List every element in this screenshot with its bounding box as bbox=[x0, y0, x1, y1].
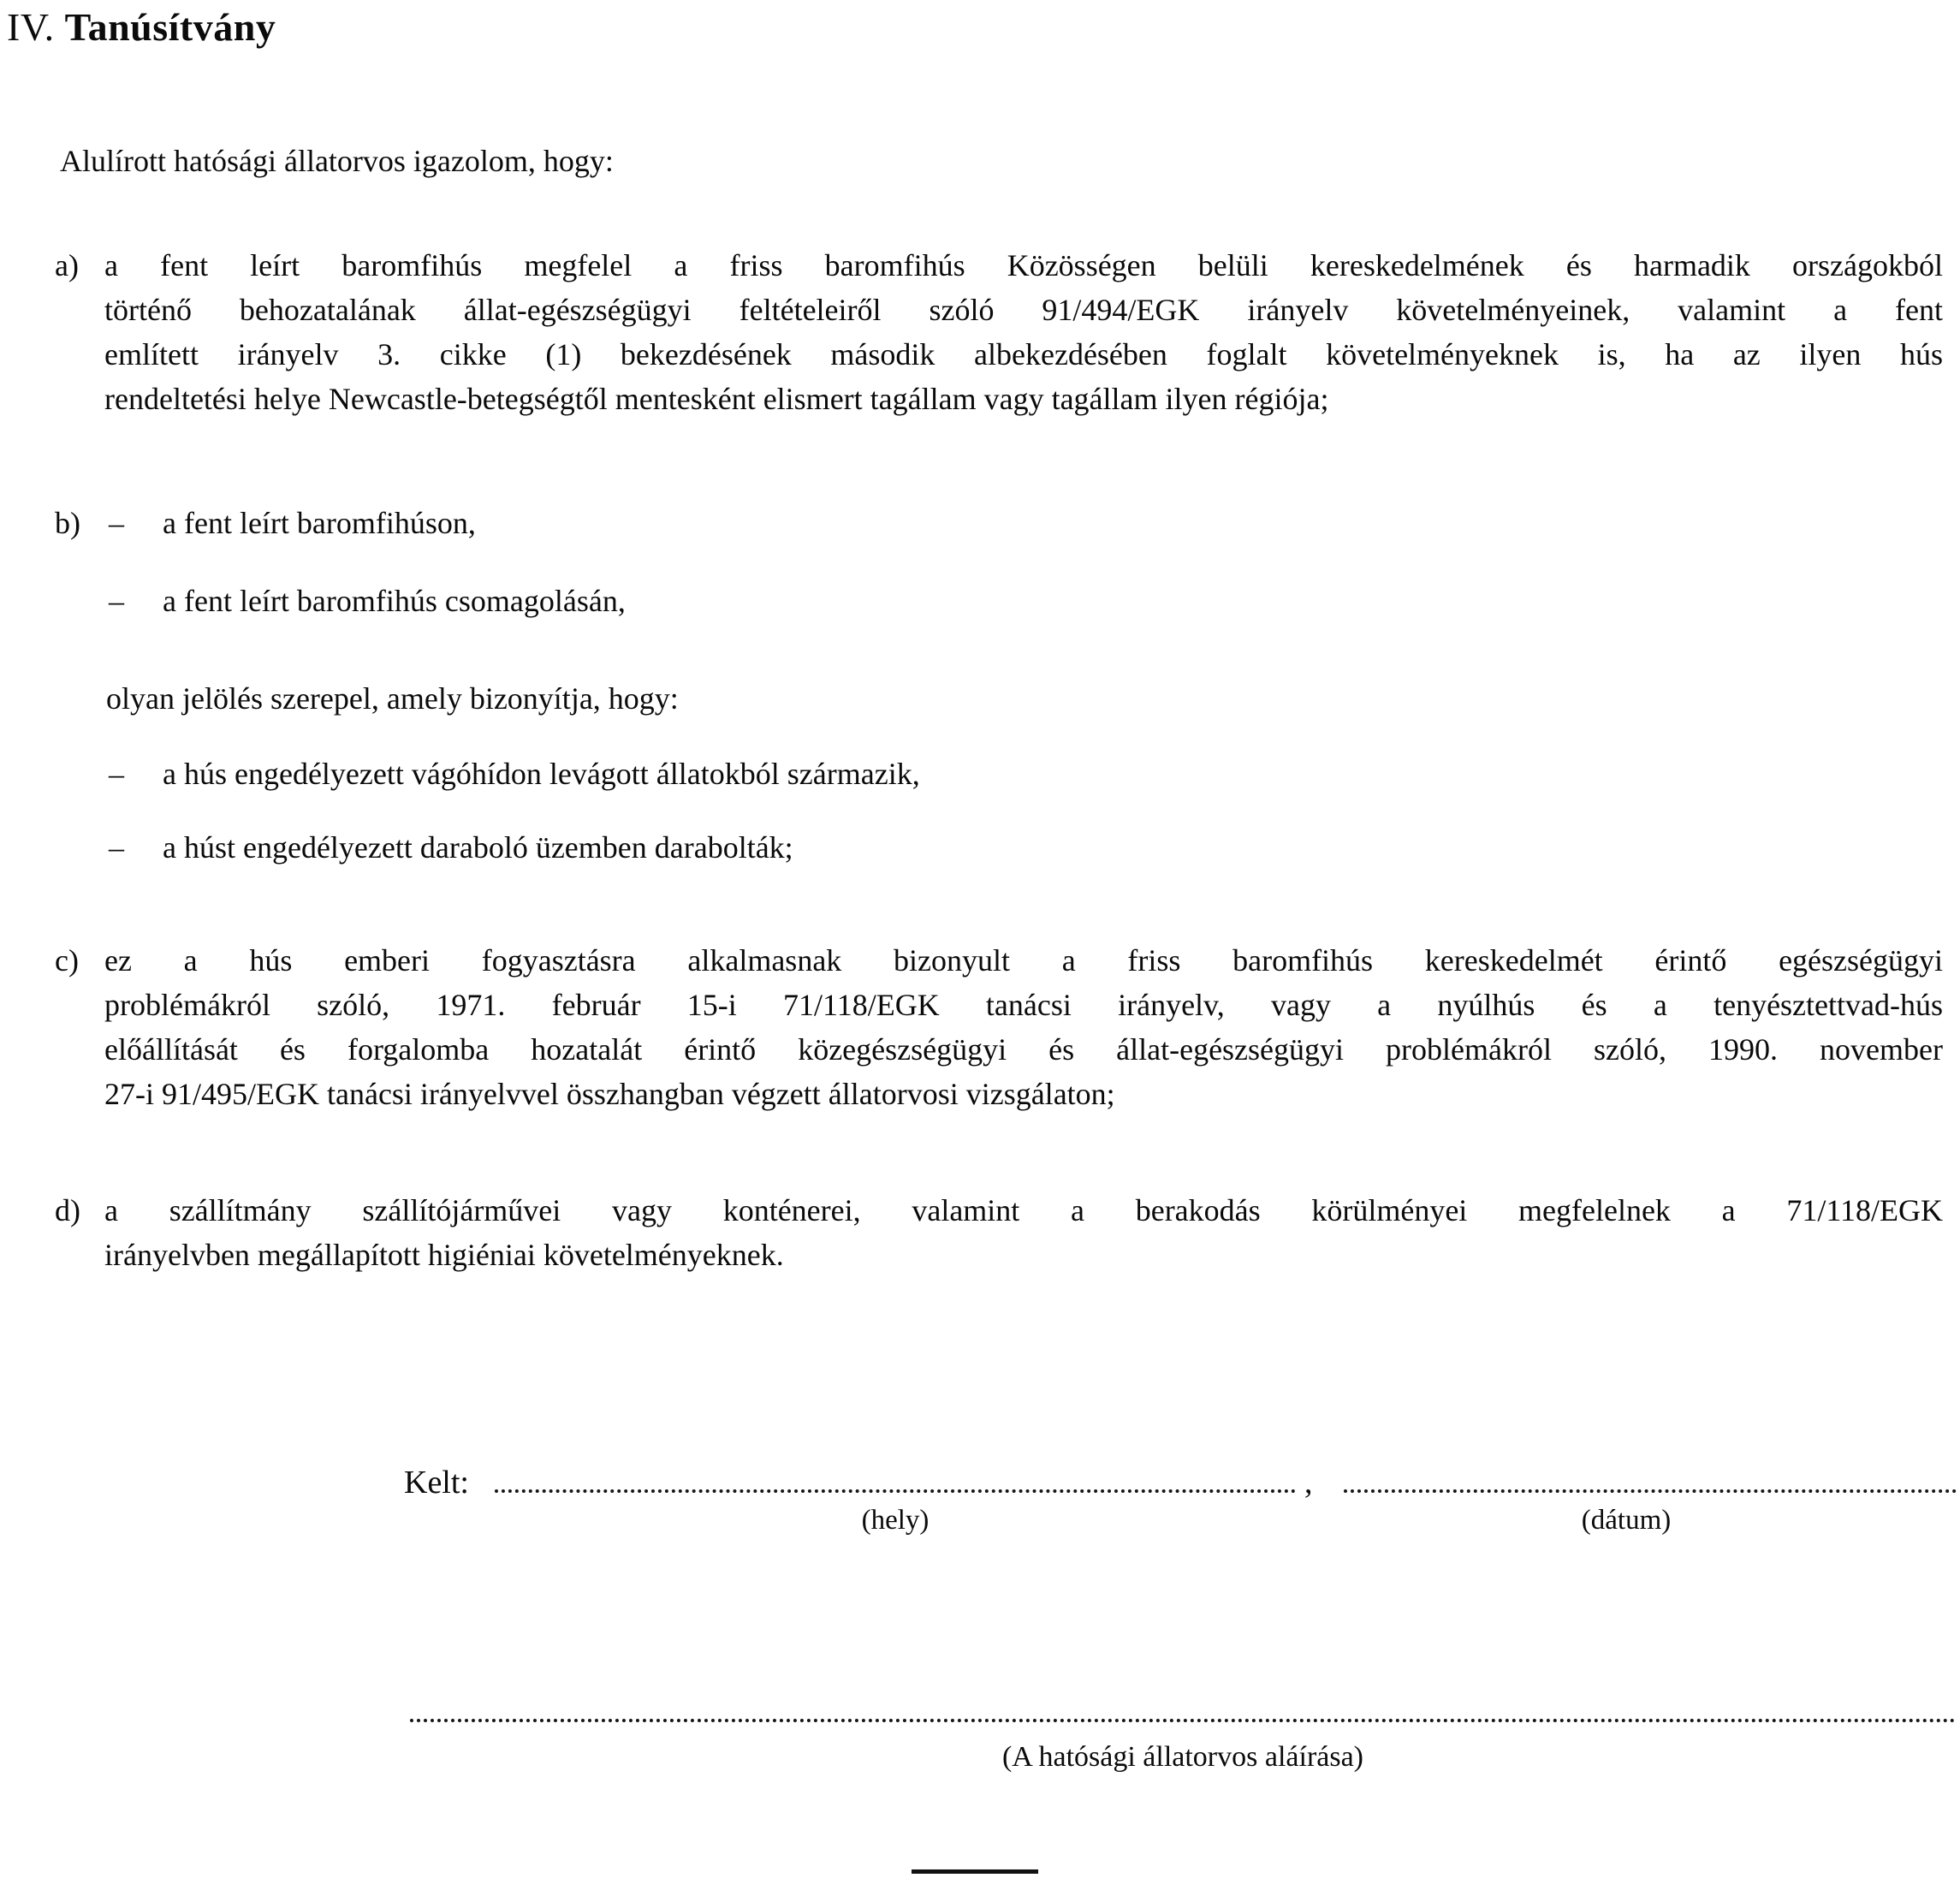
kelt-label: Kelt: bbox=[404, 1465, 469, 1501]
comma-separator: , bbox=[1304, 1465, 1313, 1501]
paragraph-line: említett irányelv 3. cikke (1) bekezdésének második albekezdésében foglalt követelményeknek is, ha az ilyen hús bbox=[104, 337, 1943, 371]
dash-marker: – bbox=[109, 830, 124, 865]
paragraph-line: problémákról szóló, 1971. február 15-i 71/118/EGK tanácsi irányelv, vagy a nyúlhús és a tenyésztettvad-hús bbox=[104, 988, 1943, 1022]
item-b-subitem: a fent leírt baromfihús csomagolásán, bbox=[163, 584, 626, 618]
date-fill-line bbox=[1344, 1460, 1957, 1493]
item-c-label: c) bbox=[55, 943, 79, 978]
item-a-text bbox=[104, 243, 1943, 421]
section-title: Tanúsítvány bbox=[64, 5, 276, 49]
item-d-text bbox=[104, 1188, 1943, 1277]
end-of-document-rule bbox=[912, 1869, 1038, 1874]
date-caption: (dátum) bbox=[1581, 1505, 1672, 1536]
place-caption: (hely) bbox=[861, 1505, 930, 1536]
paragraph-line: 27-i 91/495/EGK tanácsi irányelvvel összhangban végzett állatorvosi vizsgálaton; bbox=[104, 1077, 1115, 1111]
item-c-text bbox=[104, 938, 1943, 1116]
item-b-marking-item: a hús engedélyezett vágóhídon levágott állatokból származik, bbox=[163, 757, 920, 791]
item-a-label: a) bbox=[55, 248, 79, 282]
paragraph-line: a szállítmány szállítójárművei vagy konténerei, valamint a berakodás körülményei megfelelnek a 71/118/EGK bbox=[104, 1193, 1943, 1227]
item-b-marking-item: a húst engedélyezett daraboló üzemben darabolták; bbox=[163, 830, 793, 865]
item-d-label: d) bbox=[55, 1193, 80, 1227]
signature-caption: (A hatósági állatorvos aláírása) bbox=[1001, 1741, 1363, 1773]
dash-marker: – bbox=[109, 584, 124, 618]
paragraph-line: rendeltetési helye Newcastle-betegségtől mentesként elismert tagállam vagy tagállam ilyen régiója; bbox=[104, 382, 1329, 416]
page-title bbox=[7, 3, 276, 51]
paragraph-line: a fent leírt baromfihús megfelel a friss baromfihús Közösségen belüli kereskedelmének és harmadik országokból bbox=[104, 248, 1943, 282]
item-b-label: b) bbox=[55, 506, 80, 540]
section-number: IV. bbox=[7, 5, 55, 49]
intro-text: Alulírott hatósági állatorvos igazolom, hogy: bbox=[60, 144, 614, 178]
dash-marker: – bbox=[109, 757, 124, 791]
paragraph-line: előállítását és forgalomba hozatalát érintő közegészségügyi és állat-egészségügyi problémákról szóló, 1990. november bbox=[104, 1032, 1943, 1067]
item-b-subitem: a fent leírt baromfihúson, bbox=[163, 506, 476, 540]
paragraph-line: irányelvben megállapított higiéniai követelményeknek. bbox=[104, 1238, 784, 1272]
item-b-continuation: olyan jelölés szerepel, amely bizonyítja, hogy: bbox=[106, 681, 679, 716]
paragraph-line: ez a hús emberi fogyasztásra alkalmasnak bizonyult a friss baromfihús kereskedelmét érintő egészségügyi bbox=[104, 943, 1943, 978]
paragraph-line: történő behozatalának állat-egészségügyi feltételeiről szóló 91/494/EGK irányelv követelményeinek, valamint a fent bbox=[104, 293, 1943, 327]
dash-marker: – bbox=[109, 506, 124, 540]
place-fill-line bbox=[495, 1460, 1296, 1493]
signature-fill-line bbox=[410, 1690, 1956, 1722]
